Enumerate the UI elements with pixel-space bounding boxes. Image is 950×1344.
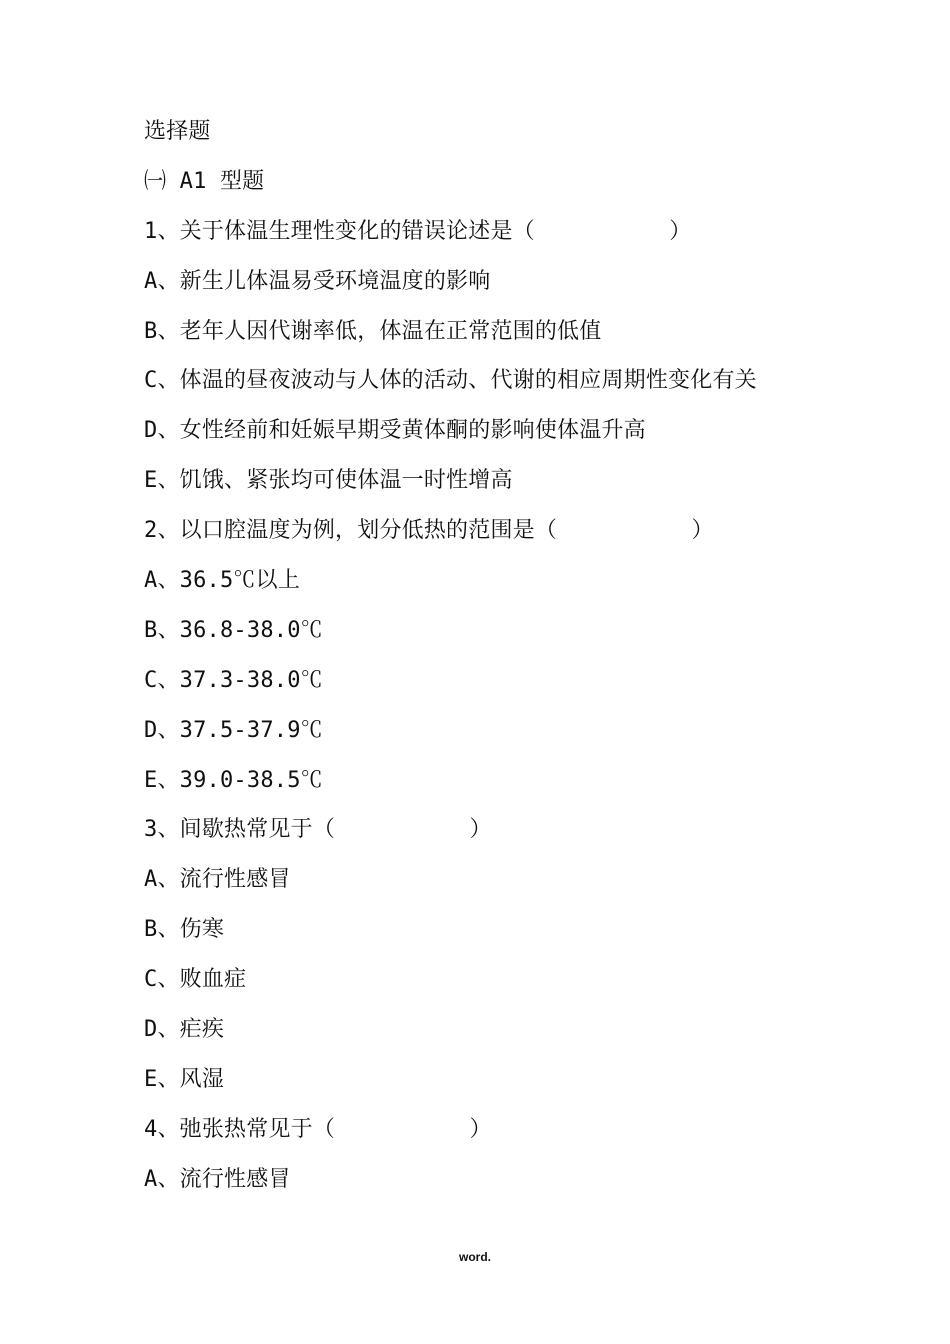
question-2-option-b: B、36.8-38.0℃ xyxy=(144,617,323,643)
question-1-option-c: C、体温的昼夜波动与人体的活动、代谢的相应周期性变化有关 xyxy=(144,368,757,394)
question-2-option-a: A、36.5℃以上 xyxy=(144,568,301,594)
question-3-option-d: D、疟疾 xyxy=(144,1017,225,1043)
question-3-option-e: E、风湿 xyxy=(144,1066,225,1092)
question-1: 1、关于体温生理性变化的错误论述是（ ） xyxy=(144,218,692,244)
question-text-block xyxy=(144,114,904,1212)
question-1-option-d: D、女性经前和妊娠早期受黄体酮的影响使体温升高 xyxy=(144,418,646,444)
question-2-option-d: D、37.5-37.9℃ xyxy=(144,717,323,743)
question-3: 3、间歇热常见于（ ） xyxy=(144,817,492,843)
question-3-option-c: C、败血症 xyxy=(144,967,247,993)
question-3-option-a: A、流行性感冒 xyxy=(144,867,291,893)
question-1-option-e: E、饥饿、紧张均可使体温一时性增高 xyxy=(144,468,513,494)
question-4: 4、弛张热常见于（ ） xyxy=(144,1116,492,1142)
question-3-option-b: B、伤寒 xyxy=(144,917,225,943)
question-2-option-c: C、37.3-38.0℃ xyxy=(144,667,323,693)
question-1-option-a: A、新生儿体温易受环境温度的影响 xyxy=(144,268,491,294)
question-4-option-a: A、流行性感冒 xyxy=(144,1166,291,1192)
subsection-title: ㈠ A1 型题 xyxy=(144,168,265,194)
question-1-option-b: B、老年人因代谢率低，体温在正常范围的低值 xyxy=(144,318,602,344)
page-footer: word. xyxy=(459,1250,491,1264)
question-2: 2、以口腔温度为例，划分低热的范围是（ ） xyxy=(144,518,714,544)
section-title: 选择题 xyxy=(144,119,211,144)
question-2-option-e: E、39.0-38.5℃ xyxy=(144,767,323,793)
